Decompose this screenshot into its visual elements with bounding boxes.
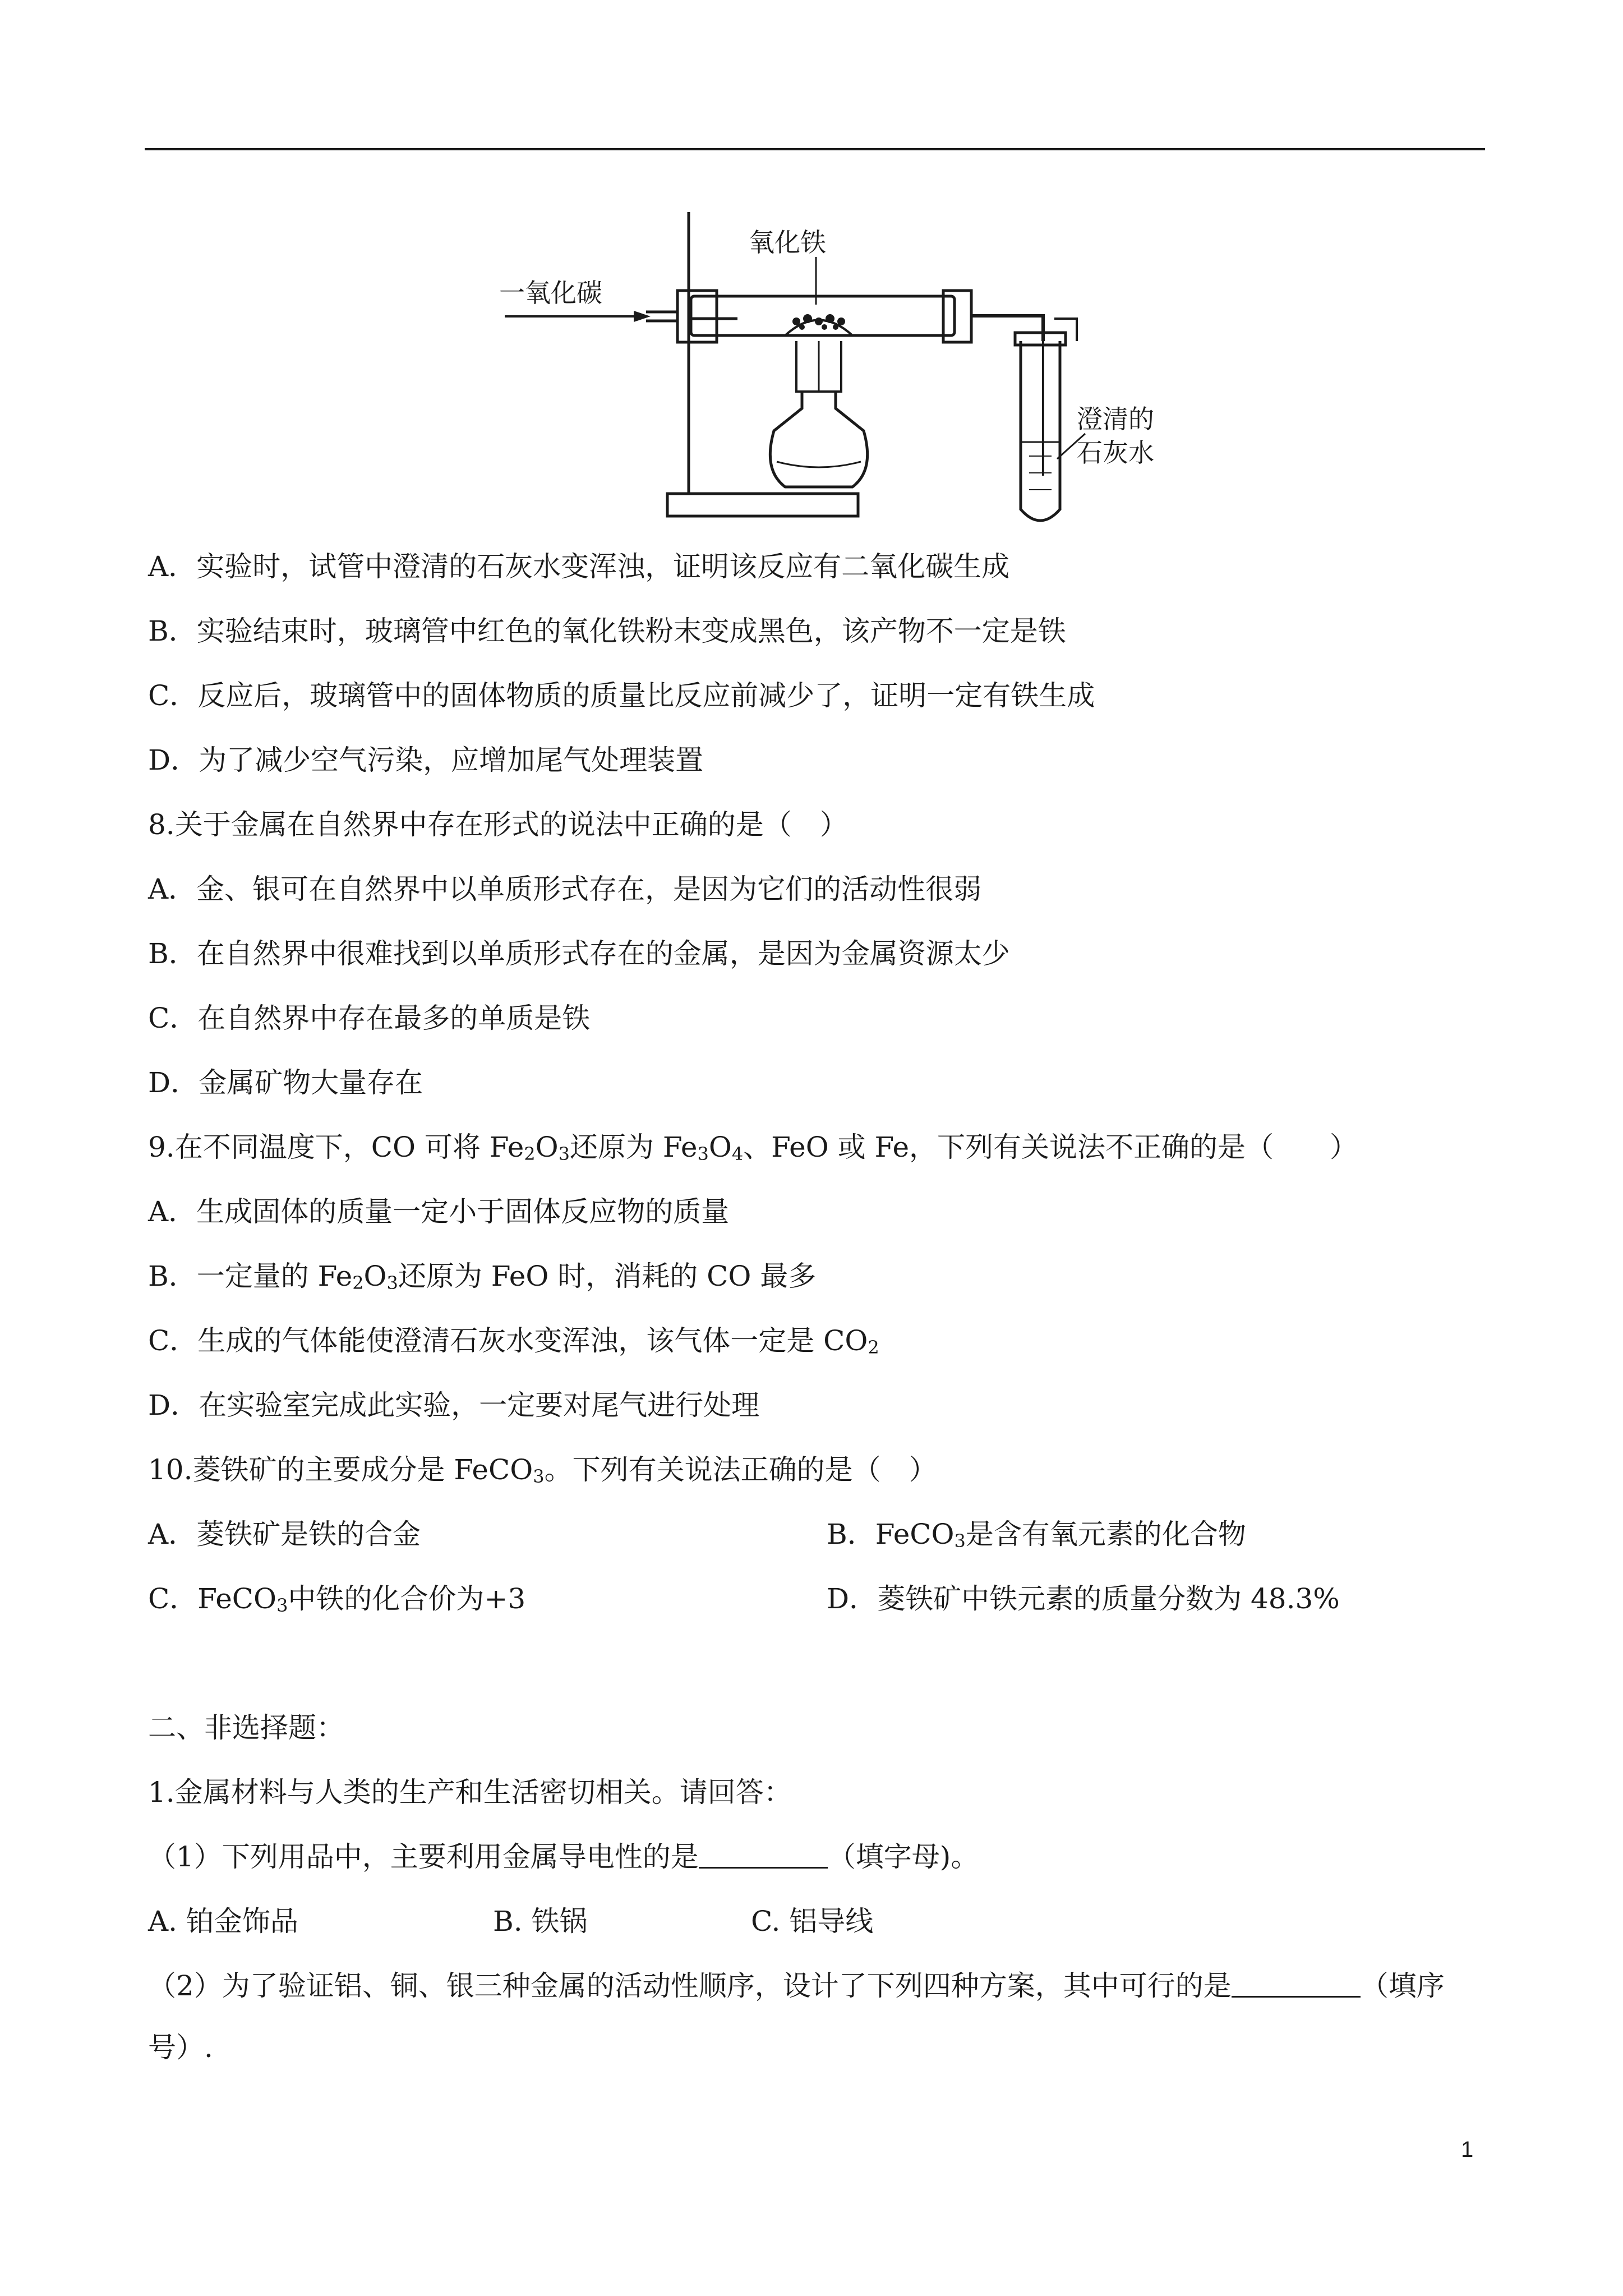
alcohol-lamp <box>770 392 867 487</box>
q10-option-b: B．FeCO$_3$是含有氧元素的化合物 <box>827 1518 1246 1552</box>
page-number: 1 <box>1461 2137 1474 2162</box>
q10-option-d: D．菱铁矿中铁元素的质量分数为 48.3% <box>827 1582 1340 1615</box>
apparatus-figure <box>482 206 1155 532</box>
part2-q1-sub2: （2）为了验证铝、铜、银三种金属的活动性顺序，设计了下列四种方案，其中可行的是 （填序 <box>148 1970 1445 2002</box>
q9-option-a: A．生成固体的质量一定小于固体反应物的质量 <box>148 1195 730 1228</box>
part2-q1-sub2-cont: 号）. <box>148 2031 213 2064</box>
q10-stem: 10.菱铁矿的主要成分是 FeCO$_3$。下列有关说法正确的是（ ） <box>148 1453 937 1487</box>
q10-row-ab <box>148 1515 1246 1554</box>
q7-option-a: A．实验时，试管中澄清的石灰水变浑浊，证明该反应有二氧化碳生成 <box>148 550 1010 583</box>
q7-option-c: C．反应后，玻璃管中的固体物质的质量比反应前减少了，证明一定有铁生成 <box>148 679 1095 712</box>
q8-option-c: C．在自然界中存在最多的单质是铁 <box>148 1002 591 1034</box>
option-b: B. 铁锅 <box>493 1905 588 1938</box>
option-a: A. 铂金饰品 <box>148 1905 298 1938</box>
stand-base <box>667 494 858 516</box>
iron-oxide-label: 氧化铁 <box>749 227 826 257</box>
q8-option-b: B．在自然界中很难找到以单质形式存在的金属，是因为金属资源太少 <box>148 937 1010 970</box>
q7-option-d: D．为了减少空气污染，应增加尾气处理装置 <box>148 744 704 776</box>
part2-q1-stem: 1.金属材料与人类的生产和生活密切相关。请回答： <box>148 1776 792 1809</box>
part2-q1-options <box>148 1902 874 1941</box>
glass-tube <box>691 296 955 335</box>
q8-stem: 8.关于金属在自然界中存在形式的说法中正确的是（ ） <box>148 808 848 841</box>
q9-option-d: D．在实验室完成此实验，一定要对尾气进行处理 <box>148 1389 760 1421</box>
q8-option-d: D．金属矿物大量存在 <box>148 1066 423 1099</box>
q10-option-c: C．FeCO$_3$中铁的化合价为+3 <box>148 1582 526 1616</box>
limewater-label-1: 澄清的 <box>1077 404 1154 434</box>
q7-option-b: B．实验结束时，玻璃管中红色的氧化铁粉末变成黑色，该产物不一定是铁 <box>148 615 1066 647</box>
test-tube <box>1021 341 1060 521</box>
answer-blank-2[interactable] <box>1232 1971 1361 1998</box>
q9-option-c: C．生成的气体能使澄清石灰水变浑浊，该气体一定是 $CO_2$ <box>148 1324 879 1358</box>
q10-row-cd <box>148 1579 1340 1618</box>
header-rule <box>145 148 1485 150</box>
part2-heading: 二、非选择题： <box>148 1711 344 1744</box>
option-c: C. 铝导线 <box>751 1905 874 1938</box>
q9-option-b: B．一定量的 $Fe_2O_3$还原为 FeO 时，消耗的 CO 最多 <box>148 1260 817 1294</box>
q8-option-a: A．金、银可在自然界中以单质形式存在，是因为它们的活动性很弱 <box>148 873 982 905</box>
part2-q1-sub1: （1）下列用品中，主要利用金属导电性的是 （填字母)。 <box>148 1841 979 1873</box>
q10-option-a: A．菱铁矿是铁的合金 <box>148 1518 421 1550</box>
limewater-label-2: 石灰水 <box>1077 438 1154 468</box>
q9-stem: 9.在不同温度下，CO 可将 $Fe_2O_3$还原为 $Fe_3O_4$、FeO 或 Fe，下列有关说法不正确的是（ ） <box>148 1131 1358 1165</box>
co-label: 一氧化碳 <box>499 278 602 308</box>
answer-blank-1[interactable] <box>699 1842 828 1869</box>
